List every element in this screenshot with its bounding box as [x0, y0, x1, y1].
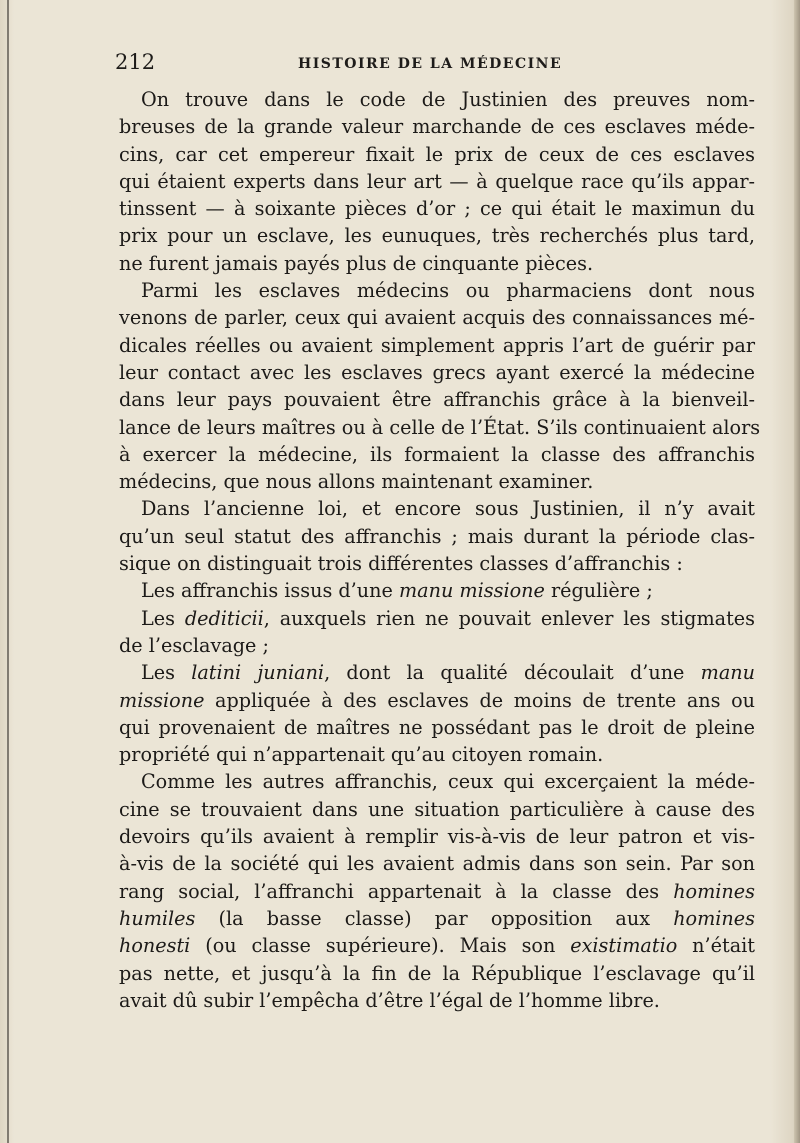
text-line [119, 414, 761, 441]
text-line [119, 960, 755, 987]
italic-term: manu [700, 661, 755, 685]
text-line [119, 741, 755, 768]
italic-term: humiles [119, 906, 196, 930]
text-run: rang social, l’affranchi appartenait à la classe des [119, 879, 674, 903]
running-title: HISTOIRE DE LA MÉDECINE [298, 56, 563, 72]
page-left-edge [7, 0, 9, 1143]
text-run: cine se trouvaient dans une situation particulière à cause des [119, 797, 755, 821]
text-run: cins, car cet empereur fixait le prix de ceux de ces esclaves [119, 142, 755, 166]
text-run: propriété qui n’appartenait qu’au citoyen romain. [119, 743, 604, 767]
text-line [119, 987, 755, 1014]
text-run: qui provenaient de maîtres ne possédant pas le droit de pleine [119, 715, 755, 739]
text-run: à-vis de la société qui les avaient admis dans son sein. Par son [119, 852, 755, 876]
italic-term: dediticii [184, 606, 264, 630]
text-line [119, 796, 755, 823]
page-header [115, 46, 755, 86]
page-number: 212 [115, 50, 156, 74]
text-run: appliquée à des esclaves de moins de trente ans ou [204, 688, 755, 712]
text-run: sique on distinguait trois différentes classes d’affranchis : [119, 552, 683, 576]
text-run: régulière ; [544, 579, 653, 603]
text-line [119, 168, 755, 195]
text-run: n’était [677, 934, 755, 958]
text-run: , auxquels rien ne pouvait enlever les stigmates [263, 606, 755, 630]
text-line [119, 523, 755, 550]
text-line [119, 577, 755, 604]
text-run: Les [141, 606, 185, 630]
text-run: dans leur pays pouvaient être affranchis grâce à la bienveil- [119, 388, 755, 412]
text-run: Comme les autres affranchis, ceux qui excerçaient la méde- [141, 770, 755, 794]
text-run: qui étaient experts dans leur art — à quelque race qu’ils appar- [119, 169, 755, 193]
text-line [119, 222, 755, 249]
text-line [119, 768, 755, 795]
text-line [119, 550, 755, 577]
text-line [119, 687, 755, 714]
italic-term: existimatio [570, 934, 678, 958]
text-run: ne furent jamais payés plus de cinquante pièces. [119, 251, 594, 275]
text-line [119, 250, 755, 277]
text-line [119, 359, 755, 386]
text-line [119, 86, 755, 113]
text-line [119, 659, 755, 686]
text-run: prix pour un esclave, les eunuques, très recherchés plus tard, [119, 224, 755, 248]
page-right-edge [794, 0, 800, 1143]
italic-term: manu missione [398, 579, 545, 603]
text-line [119, 714, 755, 741]
text-run: devoirs qu’ils avaient à remplir vis-à-vis de leur patron et vis- [119, 825, 755, 849]
text-run: qu’un seul statut des affranchis ; mais durant la période clas- [119, 524, 755, 548]
text-run: On trouve dans le code de Justinien des preuves nom- [141, 88, 755, 111]
text-run: tinssent — à soixante pièces d’or ; ce qui était le maximun du [119, 197, 755, 221]
text-run: venons de parler, ceux qui avaient acquis des connaissances mé- [119, 306, 755, 330]
text-line [119, 605, 755, 632]
text-line [119, 441, 755, 468]
italic-term: honesti [119, 934, 191, 958]
text-line [119, 304, 755, 331]
text-line [119, 113, 755, 140]
text-run: breuses de la grande valeur marchande de ces esclaves méde- [119, 115, 755, 139]
text-line [119, 195, 755, 222]
text-line [119, 141, 755, 168]
text-run: Les [141, 661, 192, 685]
text-run: à exercer la médecine, ils formaient la classe des affranchis [119, 442, 755, 466]
text-run: , dont la qualité découlait d’une [324, 661, 701, 685]
text-line [119, 495, 755, 522]
text-line [119, 632, 755, 659]
text-line [119, 823, 755, 850]
text-run: dicales réelles ou avaient simplement appris l’art de guérir par [119, 333, 755, 357]
text-line [119, 850, 755, 877]
text-run: de l’esclavage ; [119, 633, 269, 657]
text-run: pas nette, et jusqu’à la fin de la République l’esclavage qu’il [119, 961, 755, 985]
text-line [119, 905, 755, 932]
italic-term: missione [119, 688, 205, 712]
text-run: (ou classe supérieure). Mais son [190, 934, 571, 958]
text-run: (la basse classe) par opposition aux [195, 906, 674, 930]
text-line [119, 468, 755, 495]
text-run: médecins, que nous allons maintenant examiner. [119, 470, 594, 494]
text-run: leur contact avec les esclaves grecs ayant exercé la médecine [119, 360, 755, 384]
text-run: lance de leurs maîtres ou à celle de l’État. S’ils continuaient alors [119, 415, 761, 439]
body-text [119, 86, 761, 1014]
italic-term: homines [673, 906, 755, 930]
text-run: Parmi les esclaves médecins ou pharmaciens dont nous [141, 279, 755, 303]
text-line [119, 277, 755, 304]
text-run: Les affranchis issus d’une [141, 579, 399, 603]
italic-term: latini juniani [191, 661, 325, 685]
text-line [119, 332, 755, 359]
text-line [119, 932, 755, 959]
text-line [119, 878, 755, 905]
text-run: avait dû subir l’empêcha d’être l’égal de l’homme libre. [119, 988, 660, 1012]
text-line [119, 386, 755, 413]
italic-term: homines [673, 879, 755, 903]
text-run: Dans l’ancienne loi, et encore sous Justinien, il n’y avait [141, 497, 755, 521]
